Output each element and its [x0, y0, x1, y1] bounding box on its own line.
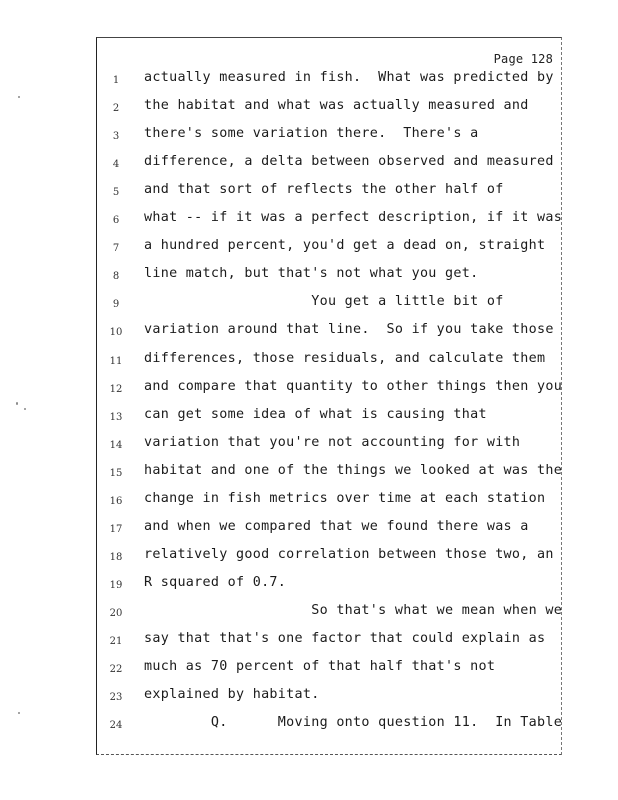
transcript-line — [97, 320, 563, 348]
transcript-line — [97, 264, 563, 292]
line-text: Q. Moving onto question 11. In Table — [144, 715, 563, 731]
transcript-line — [97, 489, 563, 517]
line-text: a hundred percent, you'd get a dead on, straight — [144, 238, 546, 254]
line-number: 24 — [109, 720, 123, 732]
line-number: 16 — [109, 495, 123, 507]
line-text: line match, but that's not what you get. — [144, 266, 479, 282]
transcript-line — [97, 292, 563, 320]
line-number: 7 — [112, 243, 120, 255]
line-text: and that sort of reflects the other half of — [144, 182, 504, 198]
line-number: 23 — [109, 692, 123, 704]
transcript-line — [97, 208, 563, 236]
scan-speck — [18, 96, 20, 98]
line-number: 9 — [112, 299, 120, 311]
line-number: 22 — [109, 664, 123, 676]
transcript-line — [97, 68, 563, 96]
transcript-line — [97, 461, 563, 489]
line-number: 3 — [112, 131, 120, 143]
transcript-line — [97, 545, 563, 573]
transcript-line — [97, 713, 563, 741]
line-text: habitat and one of the things we looked at was the — [144, 462, 563, 478]
line-text: difference, a delta between observed and measured — [144, 154, 554, 170]
line-number: 10 — [109, 327, 123, 339]
transcript-line — [97, 685, 563, 713]
transcript-line — [97, 180, 563, 208]
transcript-line — [97, 517, 563, 545]
line-text: change in fish metrics over time at each station — [144, 490, 546, 506]
line-number: 6 — [112, 215, 120, 227]
transcript-line — [97, 657, 563, 685]
line-number: 8 — [112, 271, 120, 283]
line-number: 2 — [112, 103, 120, 115]
line-number: 21 — [109, 636, 123, 647]
line-text: relatively good correlation between those two, an — [144, 546, 554, 562]
scan-speck — [16, 402, 18, 405]
scan-speck — [18, 712, 20, 714]
line-number: 14 — [109, 439, 123, 451]
transcript-line — [97, 601, 563, 629]
line-number: 18 — [109, 551, 123, 563]
transcript-line — [97, 349, 563, 377]
transcript-line — [97, 405, 563, 433]
transcript-line — [97, 124, 563, 152]
page-number: Page 128 — [493, 52, 553, 66]
line-text: differences, those residuals, and calculate them — [144, 350, 546, 366]
line-text: say that that's one factor that could explain as — [144, 631, 546, 646]
line-number: 4 — [112, 159, 120, 171]
line-number: 15 — [109, 467, 123, 479]
line-text: what -- if it was a perfect description, if it was — [144, 210, 563, 226]
line-text: explained by habitat. — [144, 687, 320, 703]
transcript-line — [97, 152, 563, 180]
transcript-page — [96, 37, 562, 755]
line-text: variation around that line. So if you take those — [144, 322, 554, 338]
transcript-line — [97, 377, 563, 405]
line-text: R squared of 0.7. — [144, 574, 287, 590]
line-text: much as 70 percent of that half that's not — [144, 659, 496, 675]
line-number: 20 — [109, 607, 123, 619]
line-text: the habitat and what was actually measured and — [144, 98, 529, 114]
scan-speck — [24, 408, 26, 410]
line-text: actually measured in fish. What was predicted by — [144, 70, 554, 85]
line-number: 12 — [109, 383, 123, 395]
line-number: 11 — [109, 355, 123, 367]
line-number: 17 — [109, 523, 123, 535]
line-text: there's some variation there. There's a — [144, 126, 479, 142]
transcript-line — [97, 236, 563, 264]
line-text: So that's what we mean when we — [144, 602, 563, 618]
transcript-line — [97, 629, 563, 657]
line-number: 13 — [109, 411, 123, 423]
line-text: variation that you're not accounting for with — [144, 434, 521, 450]
line-number: 1 — [112, 75, 120, 86]
line-text: can get some idea of what is causing that — [144, 406, 487, 422]
line-text: and when we compared that we found there was a — [144, 518, 529, 534]
line-number: 5 — [112, 187, 120, 199]
transcript-line — [97, 433, 563, 461]
line-text: and compare that quantity to other things then you — [144, 378, 563, 394]
line-text: You get a little bit of — [144, 294, 504, 310]
line-number: 19 — [109, 579, 123, 591]
transcript-line — [97, 573, 563, 601]
transcript-line — [97, 96, 563, 124]
